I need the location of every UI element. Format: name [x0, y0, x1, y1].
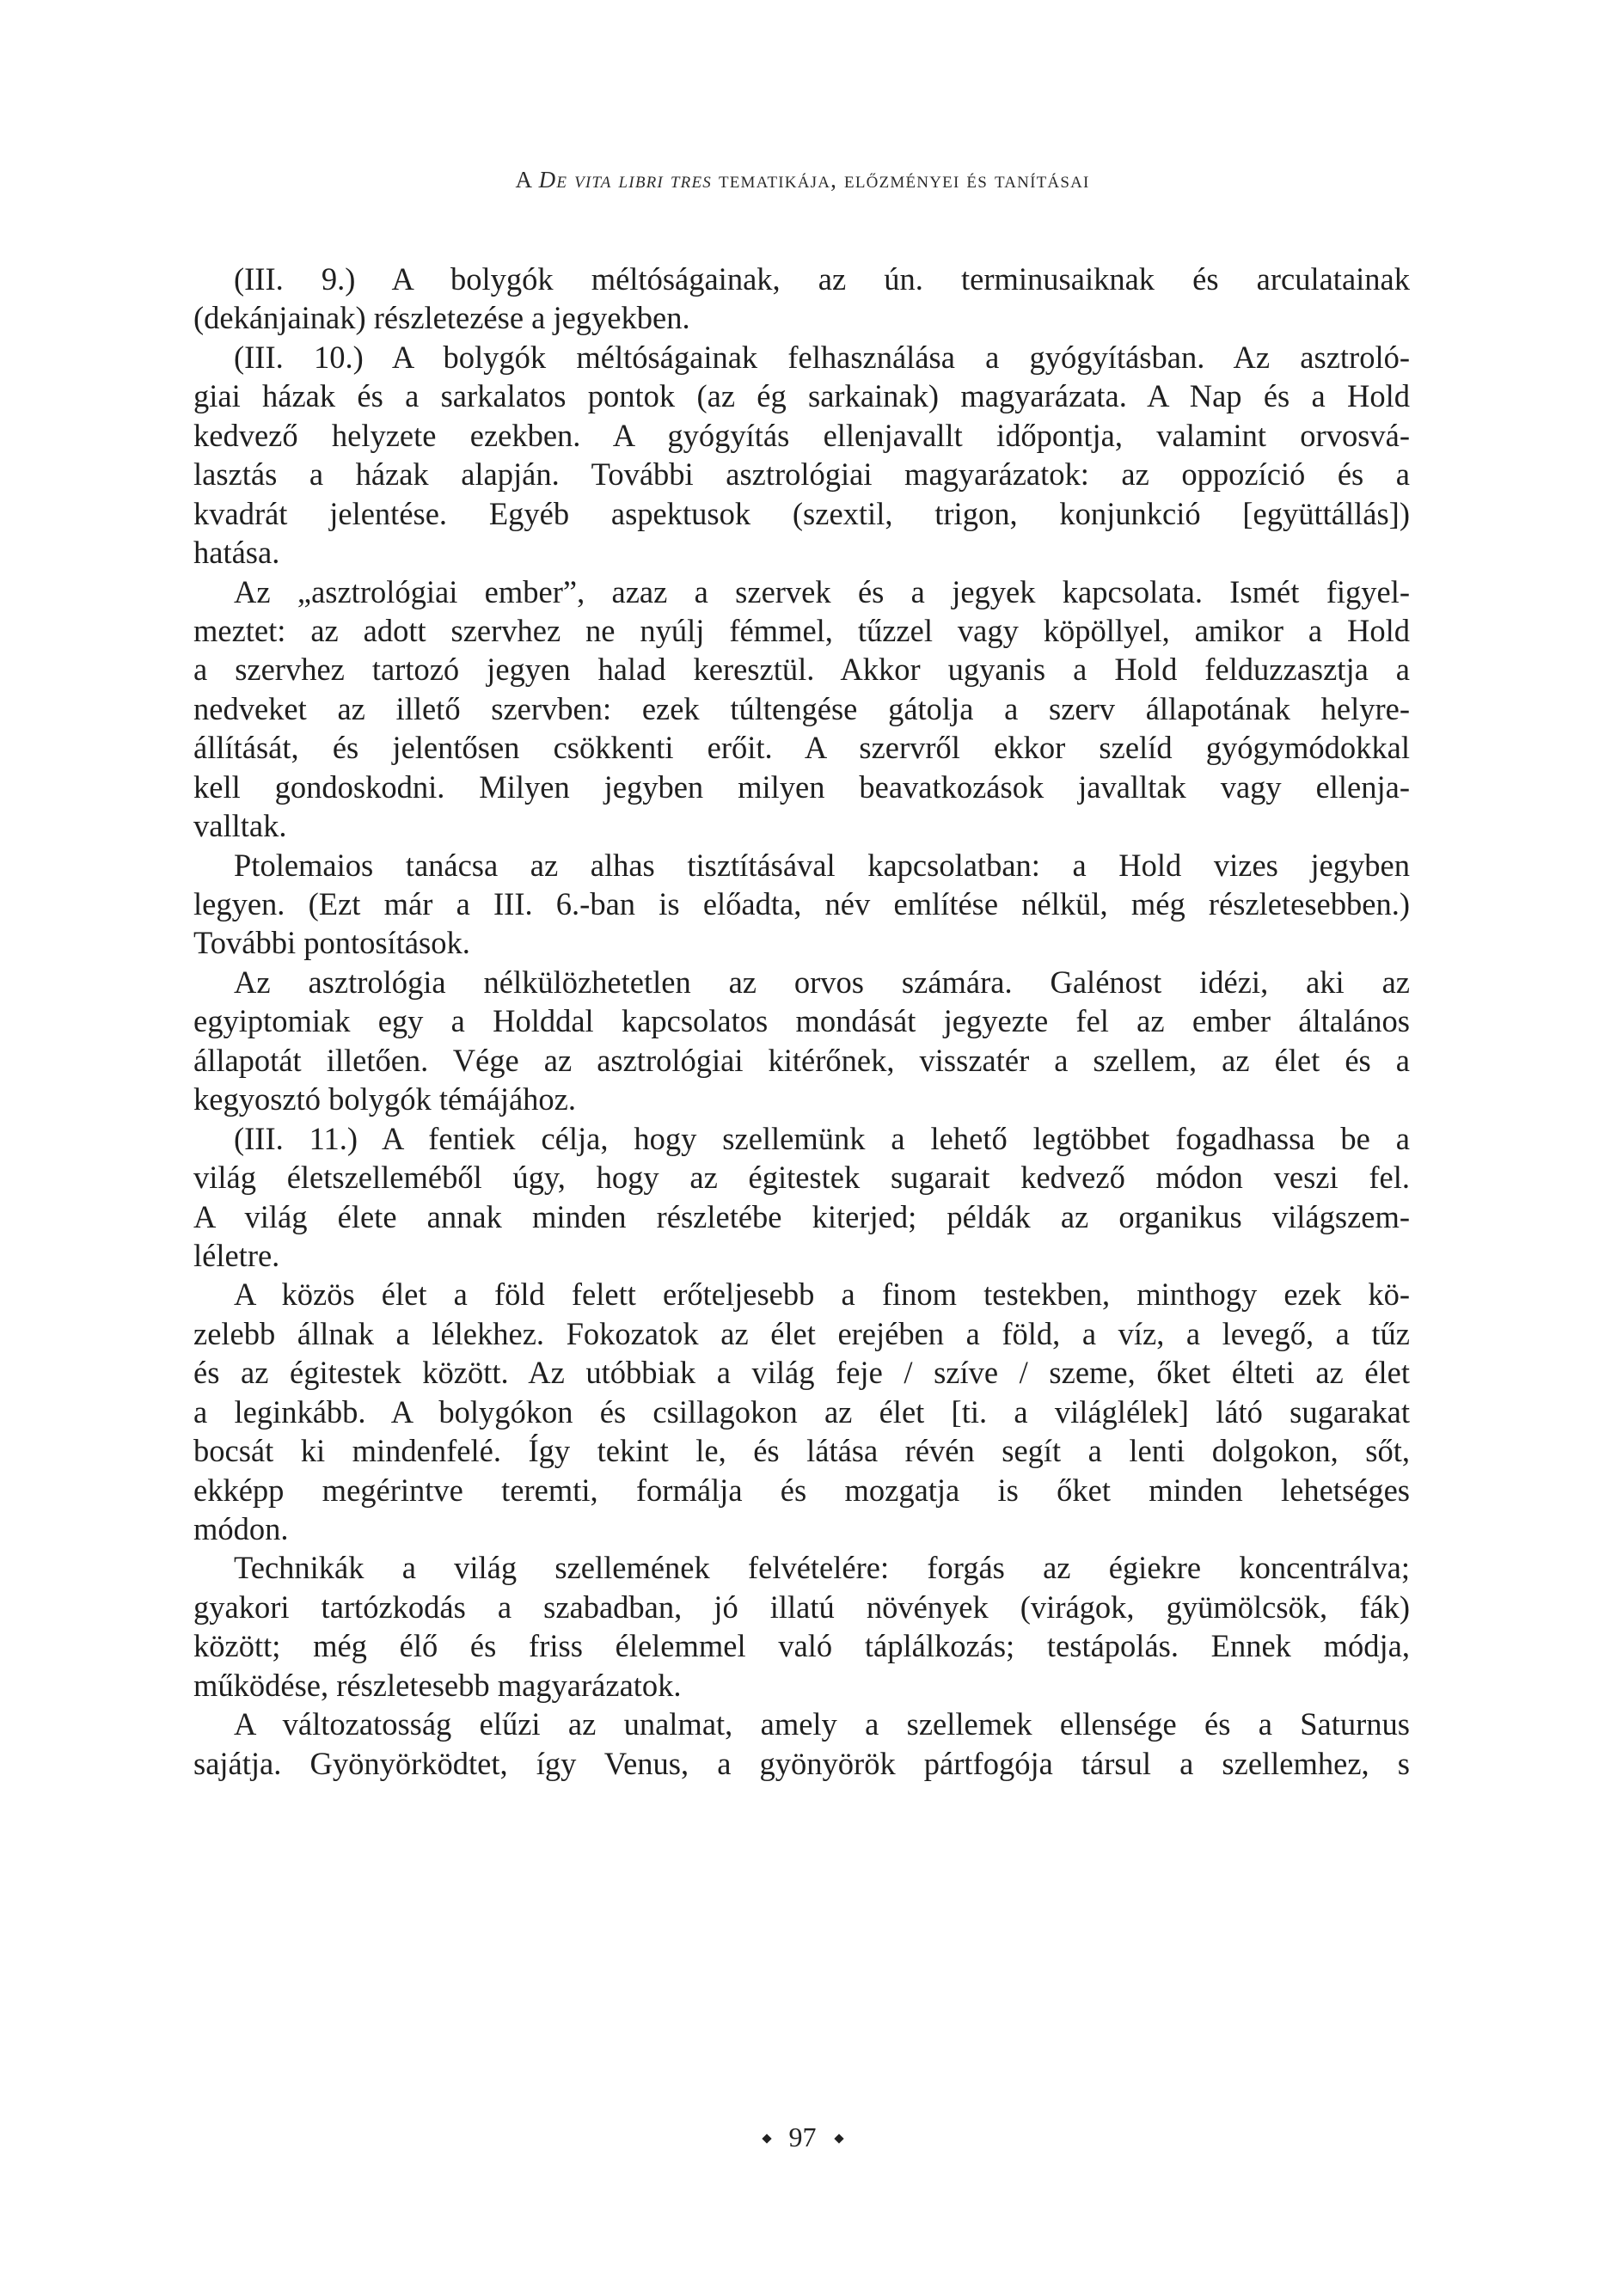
text-line: A változatosság elűzi az unalmat, amely a szellemek ellensége és a Saturnus [234, 1706, 1410, 1742]
paragraph [193, 260, 1410, 338]
paragraph [193, 1119, 1410, 1276]
text-line: állapotát illetően. Vége az asztrológiai kitérőnek, visszatér a szellem, az élet és a [193, 1042, 1410, 1078]
text-line: (III. 9.) A bolygók méltóságainak, az ún. terminusaiknak és arculatainak [234, 261, 1410, 297]
text-line: legyen. (Ezt már a III. 6.-ban is előadta, név említése nélkül, még részletesebben.) [193, 886, 1410, 921]
text-line: Ptolemaios tanácsa az alhas tisztításával kapcsolatban: a Hold vizes jegyben [234, 847, 1410, 883]
text-line: A világ élete annak minden részletébe kiterjed; példák az organikus világszem- [193, 1198, 1410, 1234]
text-line: A közös élet a föld felett erőteljesebb a finom testekben, minthogy ezek kö- [234, 1277, 1410, 1313]
text-line: valltak. [193, 808, 287, 844]
text-line: giai házak és a sarkalatos pontok (az ég sarkainak) magyarázata. A Nap és a Hold [193, 378, 1410, 414]
running-head [0, 167, 1605, 193]
text-line: ekképp megérintve teremti, formálja és mozgatja is őket minden lehetséges [193, 1472, 1410, 1508]
paragraph [193, 1275, 1410, 1548]
text-line: nedveket az illető szervben: ezek túltengése gátolja a szerv állapotának helyre- [193, 690, 1410, 726]
paragraph [193, 1548, 1410, 1705]
text-line: Az asztrológia nélkülözhetetlen az orvos számára. Galénost idézi, aki az [234, 964, 1410, 1000]
text-line: (III. 10.) A bolygók méltóságainak felhasználása a gyógyításban. Az asztroló- [234, 339, 1410, 375]
paragraph [193, 1705, 1410, 1783]
paragraph [193, 846, 1410, 963]
text-line: bocsát ki mindenfelé. Így tekint le, és látása révén segít a lenti dolgokon, sőt, [193, 1433, 1410, 1469]
text-line: és az égitestek között. Az utóbbiak a világ feje / szíve / szeme, őket élteti az élet [193, 1355, 1410, 1391]
text-line: kegyosztó bolygók témájához. [193, 1081, 576, 1117]
text-line: hatása. [193, 535, 280, 571]
text-line: kedvező helyzete ezekben. A gyógyítás ellenjavallt időpontja, valamint orvosvá- [193, 417, 1410, 453]
text-line: sajátja. Gyönyörködtet, így Venus, a gyönyörök pártfogója társul a szellemhez, s [193, 1745, 1410, 1781]
text-line: gyakori tartózkodás a szabadban, jó illatú növények (virágok, gyümölcsök, fák) [193, 1589, 1410, 1625]
text-line: világ életszelleméből úgy, hogy az égitestek sugarait kedvező módon veszi fel. [193, 1160, 1410, 1196]
body-text [193, 260, 1410, 1783]
text-line: egyiptomiak egy a Holddal kapcsolatos mondását jegyezte fel az ember általános [193, 1003, 1410, 1039]
text-line: állítását, és jelentősen csökkenti erőit. A szervről ekkor szelíd gyógymódokkal [193, 730, 1410, 766]
diamond-bullet-icon [834, 2134, 843, 2143]
running-head-suffix: tematikája, előzményei és tanításai [712, 167, 1090, 193]
text-line: (III. 11.) A fentiek célja, hogy szellemünk a lehető legtöbbet fogadhassa be a [234, 1120, 1410, 1156]
text-line: lasztás a házak alapján. További asztrológiai magyarázatok: az oppozíció és a [193, 456, 1410, 493]
text-line: Technikák a világ szellemének felvételére: forgás az égiekre koncentrálva; [234, 1550, 1410, 1586]
diamond-bullet-icon [762, 2134, 771, 2143]
paragraph [193, 572, 1410, 846]
text-line: a leginkább. A bolygókon és csillagokon az élet [ti. a világlélek] látó sugarakat [193, 1393, 1410, 1430]
text-line: működése, részletesebb magyarázatok. [193, 1667, 682, 1703]
text-line: kell gondoskodni. Milyen jegyben milyen beavatkozások javalltak vagy ellenja- [193, 768, 1410, 805]
text-line: meztet: az adott szervhez ne nyúlj fémmel, tűzzel vagy köpöllyel, amikor a Hold [193, 612, 1410, 648]
text-line: között; még élő és friss élelemmel való táplálkozás; testápolás. Ennek módja, [193, 1628, 1410, 1664]
text-line: kvadrát jelentése. Egyéb aspektusok (szextil, trigon, konjunkció [együttállás]) [193, 495, 1410, 531]
text-line: léletre. [193, 1237, 280, 1273]
paragraph [193, 338, 1410, 572]
paragraph [193, 963, 1410, 1119]
running-head-prefix: A [515, 167, 539, 193]
text-line: a szervhez tartozó jegyen halad keresztül. Akkor ugyanis a Hold felduzzasztja a [193, 652, 1410, 688]
text-line: (dekánjainak) részletezése a jegyekben. [193, 300, 690, 336]
text-line: További pontosítások. [193, 925, 470, 961]
page-number: 97 [788, 2122, 817, 2152]
text-line: zelebb állnak a lélekhez. Fokozatok az élet erejében a föld, a víz, a levegő, a tűz [193, 1315, 1410, 1351]
text-line: Az „asztrológiai ember”, azaz a szervek és a jegyek kapcsolata. Ismét figyel- [234, 573, 1410, 609]
page-number-footer [0, 2122, 1605, 2153]
running-head-title-italic: De vita libri tres [538, 167, 712, 193]
text-line: módon. [193, 1511, 289, 1546]
